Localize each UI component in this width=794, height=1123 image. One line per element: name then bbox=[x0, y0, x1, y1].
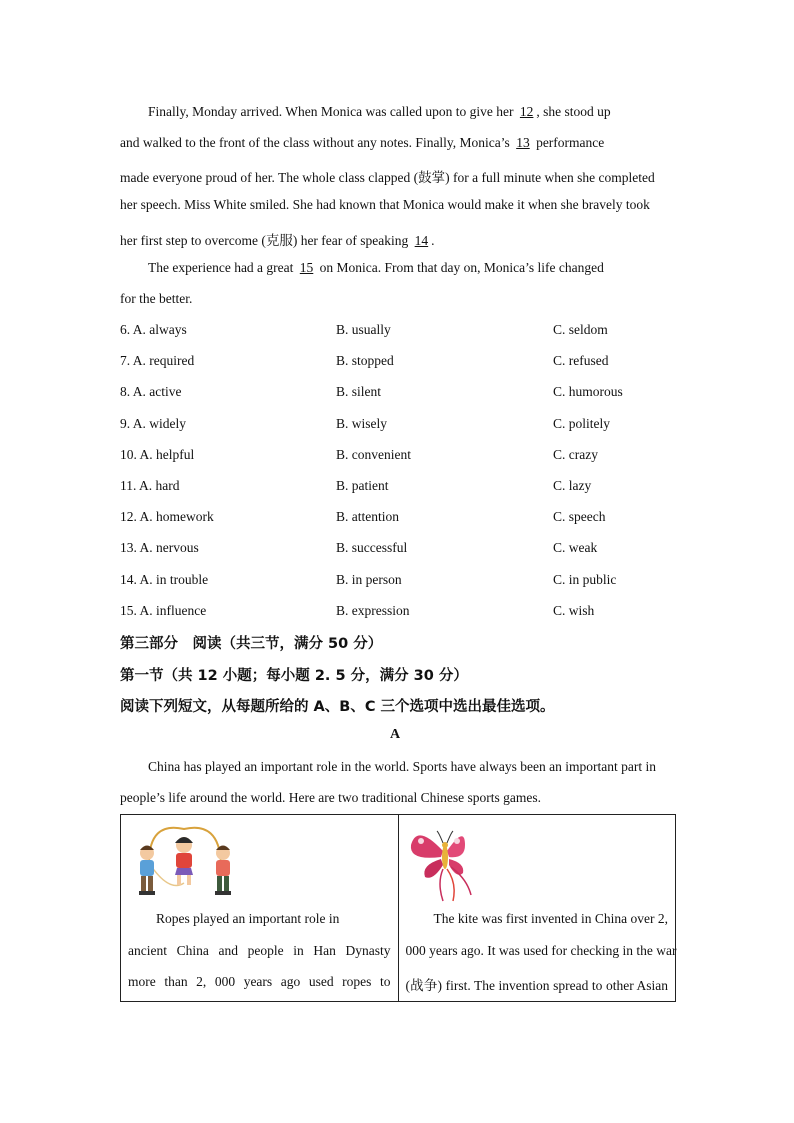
option-a: 12. A. homework bbox=[120, 509, 214, 524]
text: . bbox=[431, 233, 435, 248]
option-b: B. in person bbox=[336, 572, 402, 587]
passage-line: her speech. Miss White smiled. She had known that Monica would make it when she bravely took bbox=[120, 197, 650, 212]
passage-line bbox=[120, 135, 604, 151]
option-b: B. wisely bbox=[336, 416, 388, 431]
text: The experience had a great bbox=[148, 260, 297, 275]
passage-line bbox=[148, 104, 611, 120]
kite-cell bbox=[398, 815, 676, 1002]
cell-line: 000 years ago. It was used for checking in the war bbox=[405, 943, 677, 958]
text: performance bbox=[532, 135, 605, 150]
blank-12: 12 bbox=[519, 104, 534, 119]
rope-cell bbox=[121, 815, 399, 1002]
blank-15: 15 bbox=[299, 260, 314, 275]
cell-line: Ropes played an important role in bbox=[156, 911, 340, 926]
option-a: 9. A. widely bbox=[120, 416, 186, 431]
passage-line: for the better. bbox=[120, 291, 193, 306]
intro-line: people’s life around the world. Here are two traditional Chinese sports games. bbox=[120, 790, 542, 805]
option-c: C. crazy bbox=[553, 447, 598, 462]
sports-table bbox=[120, 814, 676, 1002]
option-b: B. stopped bbox=[336, 353, 394, 368]
part-heading: 第三部分 阅读（共三节，满分 50 分） bbox=[120, 636, 383, 652]
blank-14: 14 bbox=[414, 233, 429, 248]
option-c: C. in public bbox=[553, 572, 617, 587]
option-c: C. humorous bbox=[553, 384, 623, 399]
option-c: C. politely bbox=[553, 416, 610, 431]
text: Finally, Monday arrived. When Monica was called upon to give her bbox=[148, 104, 517, 119]
cell-line: (战争) first. The invention spread to other Asian bbox=[405, 978, 668, 993]
option-a: 10. A. helpful bbox=[120, 447, 195, 462]
blank-13: 13 bbox=[516, 135, 530, 150]
option-a: 7. A. required bbox=[120, 353, 195, 368]
option-c: C. weak bbox=[553, 540, 598, 555]
option-c: C. wish bbox=[553, 603, 595, 618]
option-a: 14. A. in trouble bbox=[120, 572, 209, 587]
passage-label: A bbox=[390, 727, 401, 742]
text: and walked to the front of the class without any notes. Finally, Monica’s bbox=[120, 135, 514, 150]
option-b: B. patient bbox=[336, 478, 389, 493]
instruction: 阅读下列短文，从每题所给的 A、B、C 三个选项中选出最佳选项。 bbox=[120, 699, 555, 715]
option-a: 11. A. hard bbox=[120, 478, 180, 493]
passage-line bbox=[120, 229, 435, 249]
option-a: 8. A. active bbox=[120, 384, 182, 399]
text: , she stood up bbox=[536, 104, 611, 119]
cell-line: The kite was first invented in China over 2, bbox=[433, 911, 668, 926]
intro-line: China has played an important role in the world. Sports have always been an important part in bbox=[148, 759, 656, 774]
option-b: B. expression bbox=[336, 603, 410, 618]
option-a: 13. A. nervous bbox=[120, 540, 199, 555]
text: on Monica. From that day on, Monica’s life changed bbox=[316, 260, 604, 275]
option-b: B. silent bbox=[336, 384, 382, 399]
option-a: 6. A. always bbox=[120, 322, 187, 337]
option-b: B. usually bbox=[336, 322, 391, 337]
option-c: C. seldom bbox=[553, 322, 608, 337]
cell-line: more than 2, 000 years ago used ropes to bbox=[128, 974, 391, 989]
option-a: 15. A. influence bbox=[120, 603, 207, 618]
option-c: C. speech bbox=[553, 509, 606, 524]
rope-skipping-illustration bbox=[129, 823, 239, 903]
passage-line bbox=[148, 260, 604, 276]
butterfly-kite-illustration bbox=[407, 823, 487, 903]
cell-line: ancient China and people in Han Dynasty bbox=[128, 943, 391, 958]
text: her first step to overcome (克服) her fear of speaking bbox=[120, 233, 412, 248]
option-b: B. attention bbox=[336, 509, 399, 524]
option-c: C. refused bbox=[553, 353, 609, 368]
option-b: B. successful bbox=[336, 540, 408, 555]
passage-line: made everyone proud of her. The whole class clapped (鼓掌) for a full minute when she completed bbox=[120, 170, 655, 185]
section-heading: 第一节（共 12 小题；每小题 2. 5 分，满分 30 分） bbox=[120, 668, 468, 684]
option-b: B. convenient bbox=[336, 447, 411, 462]
option-c: C. lazy bbox=[553, 478, 592, 493]
